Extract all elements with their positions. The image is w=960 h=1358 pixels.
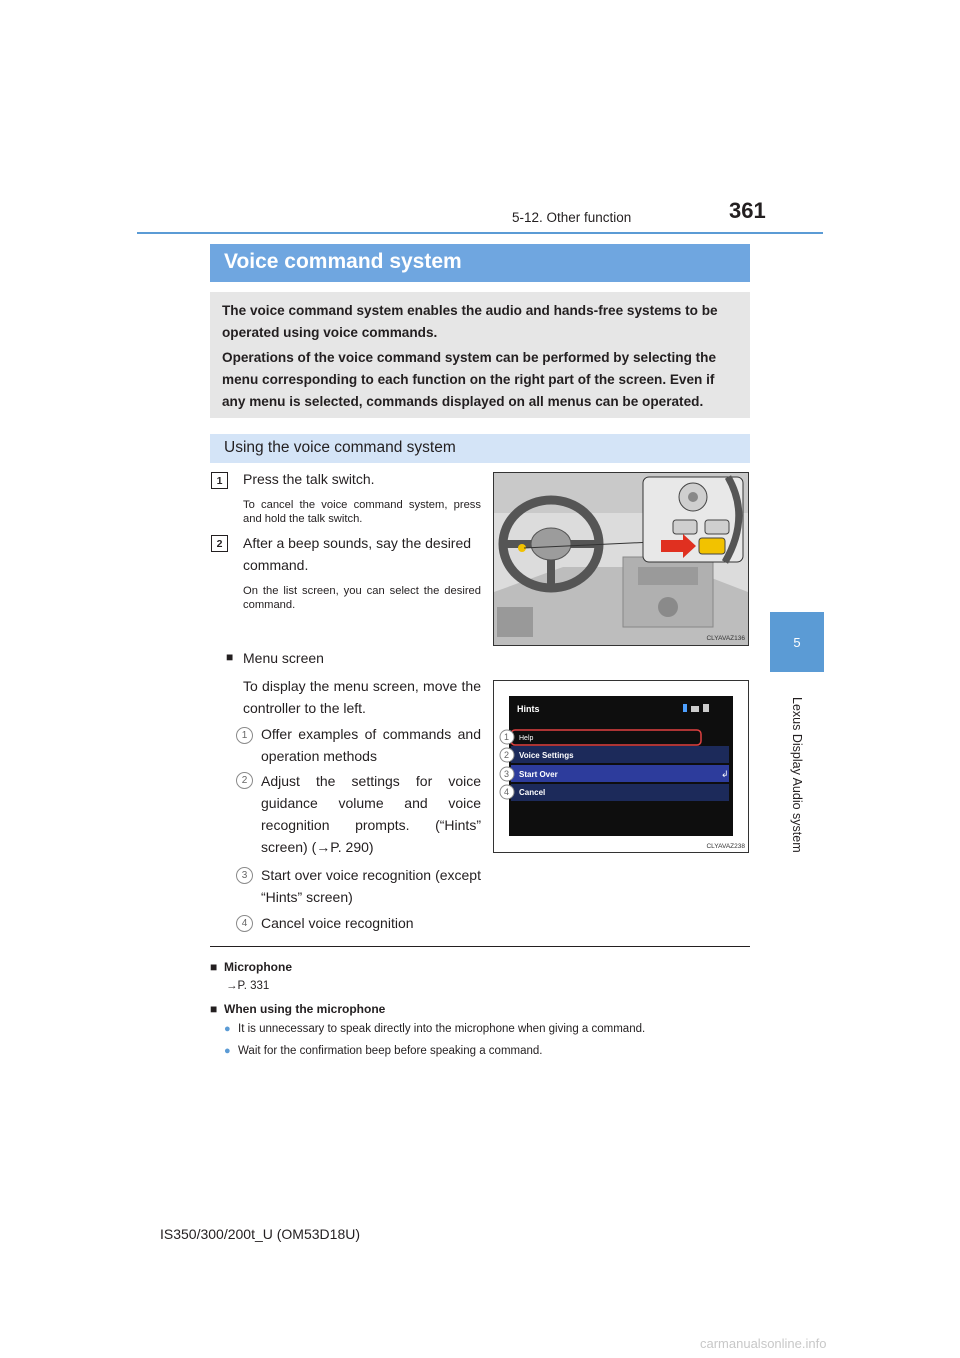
callout-1: 1: [504, 732, 510, 742]
item-number-2: 2: [236, 772, 253, 789]
note-bullet-text-2: Wait for the confirmation beep before speaking a command.: [238, 1045, 543, 1057]
item-number-3: 3: [236, 867, 253, 884]
note-heading-using-microphone: When using the microphone: [224, 1002, 386, 1016]
item-number-1: 1: [236, 727, 253, 744]
step-text-2: After a beep sounds, say the desired command.: [243, 535, 472, 573]
page-number: 361: [729, 198, 766, 223]
image-code-1: CLYAVAZ136: [706, 635, 745, 642]
callout-3: 3: [504, 769, 510, 779]
chapter-title: Lexus Display Audio system: [790, 697, 804, 853]
note-microphone-ref[interactable]: →P. 331: [226, 980, 270, 992]
bullet-dot-2: ●: [224, 1045, 231, 1057]
step-text-1: Press the talk switch.: [243, 471, 375, 487]
watermark: carmanualsonline.info: [700, 1336, 827, 1351]
screen-item-start-over: Start Over: [519, 770, 558, 779]
section-heading: Using the voice command system: [210, 434, 750, 463]
note-bullet-1: ■: [210, 960, 218, 974]
header-rule: [137, 232, 823, 234]
note-bullet-text-1: It is unnecessary to speak directly into the microphone when giving a command.: [238, 1023, 646, 1035]
hints-screen-illustration: [493, 680, 749, 853]
step-note-1: To cancel the voice command system, press and hold the talk switch.: [243, 499, 481, 525]
item-text-3: Start over voice recognition (except “Hints” screen): [261, 867, 481, 905]
page-title: Voice command system: [210, 244, 750, 282]
return-icon: ↲: [721, 769, 729, 779]
item-text-4: Cancel voice recognition: [261, 915, 414, 931]
screen-item-cancel: Cancel: [519, 788, 546, 797]
chapter-title-vertical: [770, 680, 824, 870]
section-label: 5-12. Other function: [512, 210, 632, 225]
footer-model-code: IS350/300/200t_U (OM53D18U): [160, 1226, 360, 1242]
bullet-dot-1: ●: [224, 1023, 231, 1035]
callout-4: 4: [504, 787, 510, 797]
menu-screen-heading: Menu screen: [243, 650, 324, 666]
screen-title: Hints: [517, 704, 540, 714]
callout-2: 2: [504, 750, 510, 760]
item-number-4: 4: [236, 915, 253, 932]
intro-box: [210, 292, 750, 418]
intro-paragraph-1: The voice command system enables the audio and hands-free systems to be operated using voice commands.: [222, 303, 718, 340]
item-text-1: Offer examples of commands and operation methods: [261, 726, 481, 764]
step-note-2: On the list screen, you can select the desired command.: [243, 585, 481, 611]
chapter-tab[interactable]: 5: [770, 612, 824, 672]
intro-paragraph-2: Operations of the voice command system can be performed by selecting the menu corresponding to each function on the right part of the screen. Even if any menu is selected, commands displayed on all menus can be operated.: [222, 350, 717, 409]
note-heading-microphone: Microphone: [224, 960, 292, 974]
screen-item-help: Help: [519, 735, 534, 742]
talk-switch-illustration: [493, 472, 749, 646]
step-number-1: 1: [211, 472, 228, 489]
note-bullet-2: ■: [210, 1002, 218, 1016]
step-number-2: 2: [211, 535, 228, 552]
item-text-2: Adjust the settings for voice guidance volume and voice recognition prompts. (“Hints” screen) (→P. 290): [261, 773, 481, 855]
notes-separator: [210, 946, 750, 947]
menu-bullet: ■: [226, 650, 234, 664]
menu-screen-text: To display the menu screen, move the controller to the left.: [243, 678, 481, 716]
image-code-2: CLYAVAZ238: [706, 843, 745, 850]
screen-item-voice-settings: Voice Settings: [519, 751, 574, 760]
